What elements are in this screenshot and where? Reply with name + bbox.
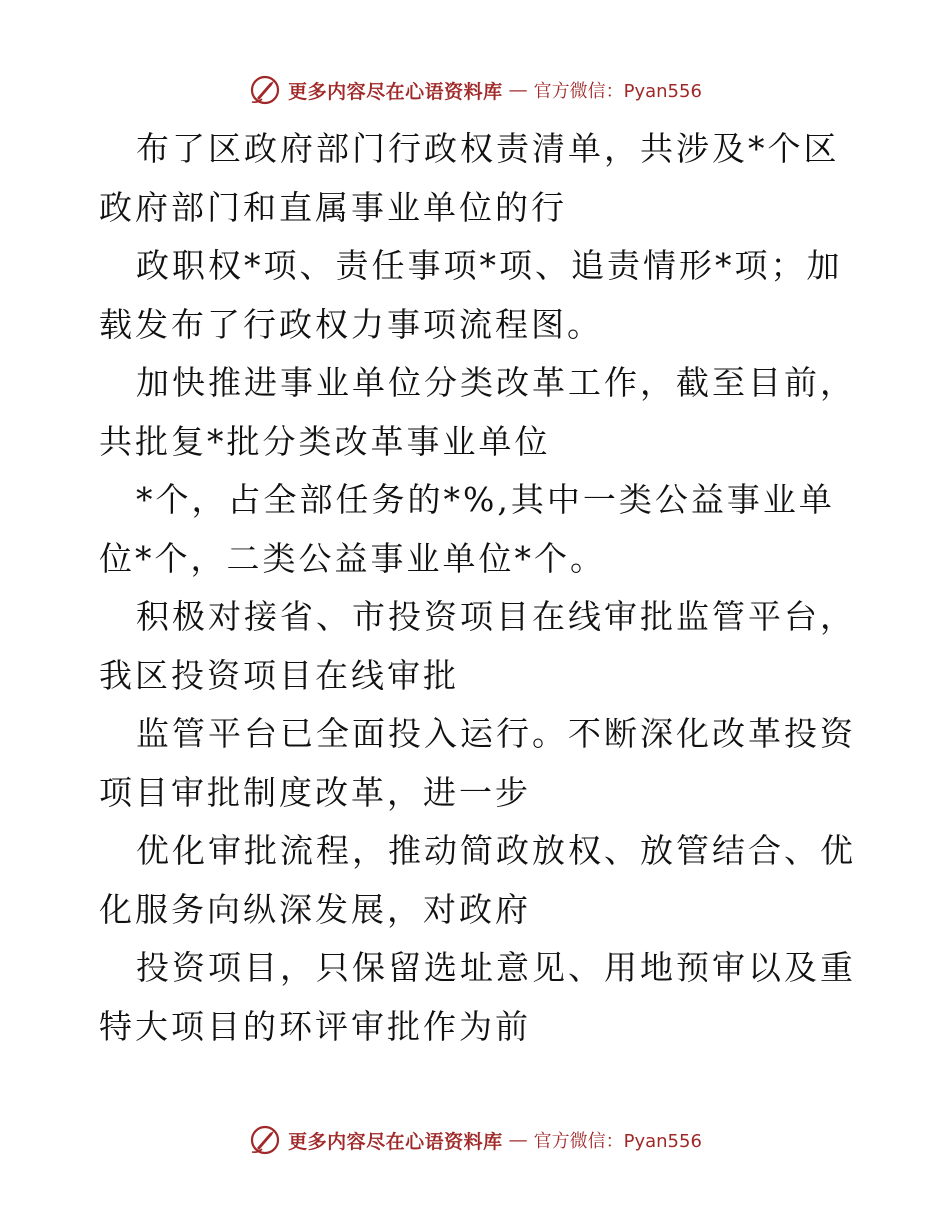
header-wechat-text: 官方微信：Pyan556	[533, 81, 702, 102]
footer-dash: —	[508, 1129, 528, 1151]
quill-logo-icon	[248, 73, 282, 107]
header-brand-text: 更多内容尽在心语资料库	[288, 80, 503, 103]
paragraph: 加快推进事业单位分类改革工作，截至目前，共批复*批分类改革事业单位	[99, 363, 856, 461]
header-banner	[0, 70, 950, 110]
header-dash: —	[508, 79, 528, 101]
paragraph: 监管平台已全面投入运行。不断深化改革投资项目审批制度改革，进一步	[99, 714, 856, 812]
quill-logo-icon	[248, 1123, 282, 1157]
paragraph: *个，占全部任务的*%,其中一类公益事业单位*个，二类公益事业单位*个。	[99, 480, 835, 578]
paragraph: 布了区政府部门行政权责清单，共涉及*个区政府部门和直属事业单位的行	[99, 129, 840, 227]
footer-banner	[0, 1120, 950, 1160]
paragraph: 投资项目，只保留选址意见、用地预审以及重特大项目的环评审批作为前	[99, 948, 856, 1046]
paragraph: 积极对接省、市投资项目在线审批监管平台，我区投资项目在线审批	[99, 597, 856, 695]
paragraph: 优化审批流程，推动简政放权、放管结合、优化服务向纵深发展，对政府	[99, 831, 856, 929]
footer-wechat-text: 官方微信：Pyan556	[533, 1131, 702, 1152]
document-body	[99, 120, 859, 1056]
footer-brand-text: 更多内容尽在心语资料库	[288, 1130, 503, 1153]
paragraph: 政职权*项、责任事项*项、追责情形*项；加载发布了行政权力事项流程图。	[99, 246, 843, 344]
